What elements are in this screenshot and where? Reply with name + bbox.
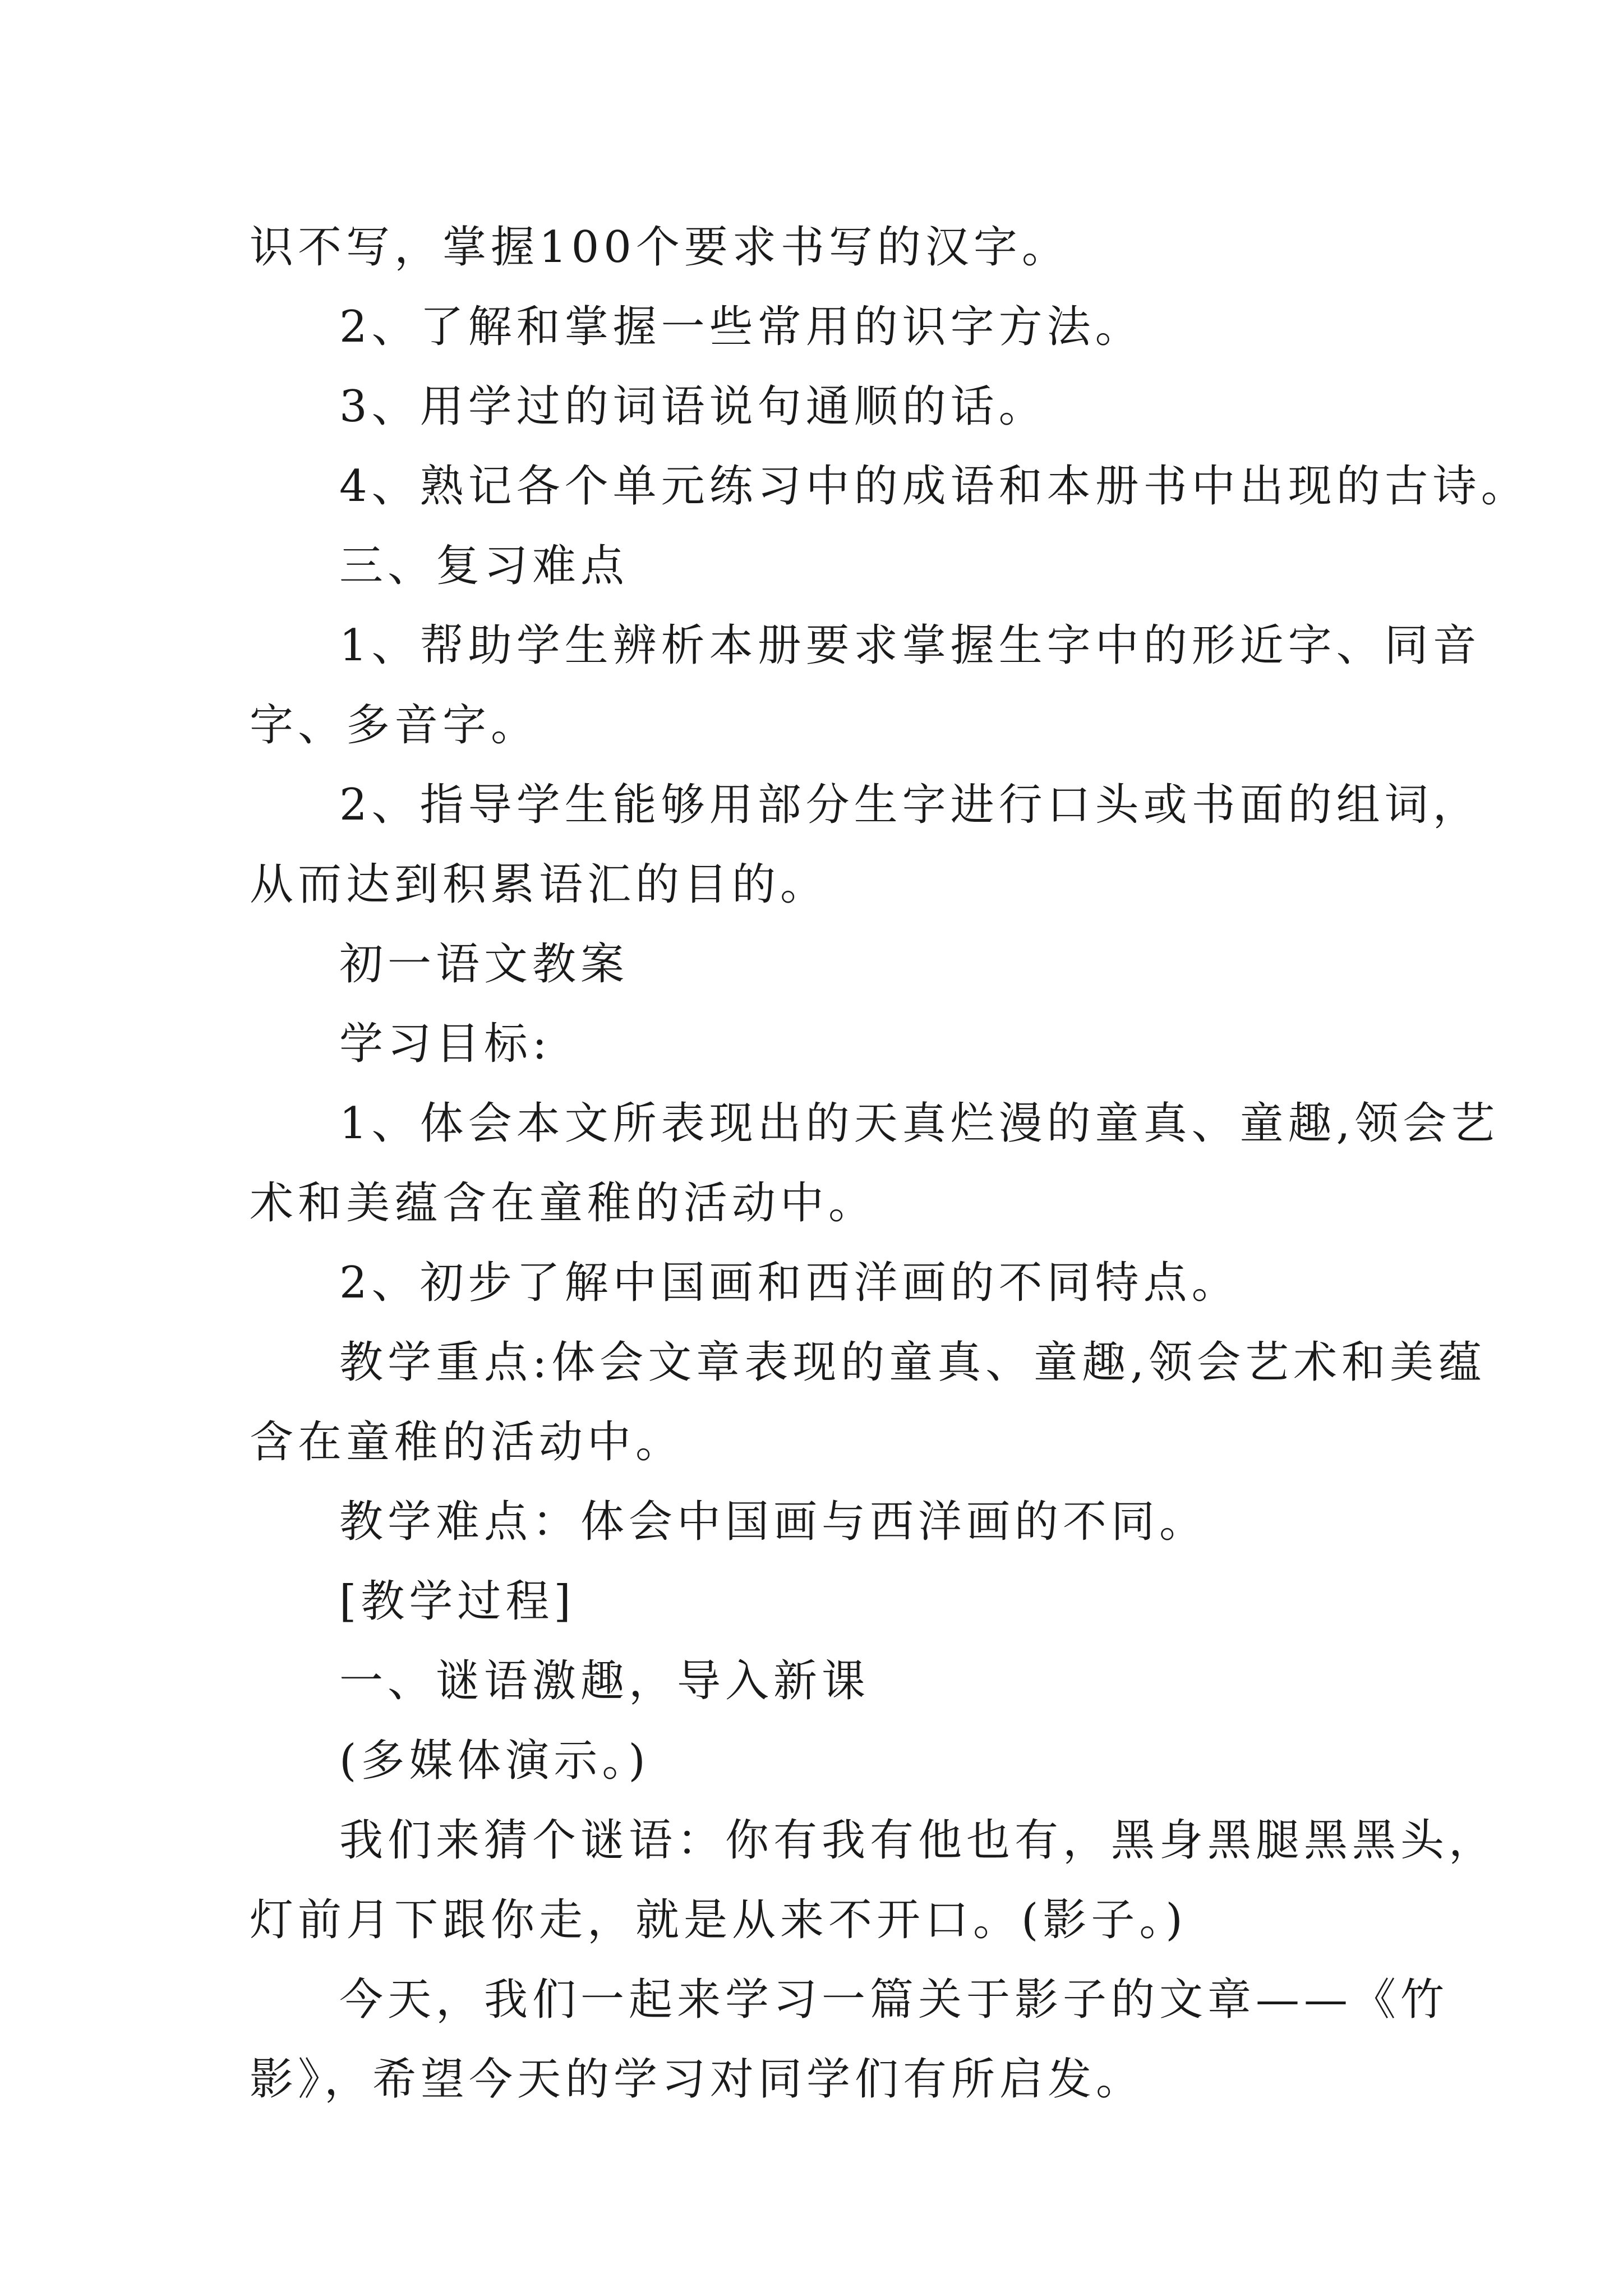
text-line: 灯前月下跟你走，就是从来不开口。(影子。) (250, 1895, 1187, 1945)
text-line: 影》，希望今天的学习对同学们有所启发。 (250, 2054, 1145, 2105)
document-body (250, 208, 1529, 2119)
text-line: 今天，我们一起来学习一篇关于影子的文章——《竹 (339, 1975, 1449, 2025)
text-line: 教学重点:体会文章表现的童真、童趣,领会艺术和美蕴 (339, 1337, 1487, 1388)
text-line: 2、初步了解中国画和西洋画的不同特点。 (339, 1258, 1240, 1308)
text-line: 2、了解和掌握一些常用的识字方法。 (339, 302, 1144, 352)
text-line: 我们来猜个谜语：你有我有他也有，黑身黑腿黑黑头， (339, 1815, 1497, 1866)
text-line: 识不写，掌握100个要求书写的汉字。 (250, 222, 1070, 273)
section-heading: 三、复习难点 (339, 541, 629, 591)
text-line: 1、体会本文所表现出的天真烂漫的童真、童趣,领会艺 (339, 1098, 1500, 1149)
text-line: 4、熟记各个单元练习中的成语和本册书中出现的古诗。 (339, 461, 1529, 512)
text-line: 含在童稚的活动中。 (250, 1417, 684, 1467)
text-line: 2、指导学生能够用部分生字进行口头或书面的组词， (339, 780, 1481, 830)
text-line: 3、用学过的词语说句通顺的话。 (339, 381, 1047, 432)
text-line: 字、多音字。 (250, 700, 540, 751)
text-line: 术和美蕴含在童稚的活动中。 (250, 1178, 877, 1228)
section-heading: 学习目标: (339, 1019, 552, 1069)
text-line: (多媒体演示。) (339, 1736, 650, 1786)
text-line: 1、帮助学生辨析本册要求掌握生字中的形近字、同音 (339, 620, 1481, 671)
section-heading: 初一语文教案 (339, 939, 629, 990)
text-line: 教学难点：体会中国画与西洋画的不同。 (339, 1497, 1208, 1547)
text-line: 从而达到积累语汇的目的。 (250, 859, 829, 910)
section-heading: [教学过程] (339, 1576, 575, 1627)
section-heading: 一、谜语激趣，导入新课 (339, 1656, 870, 1706)
